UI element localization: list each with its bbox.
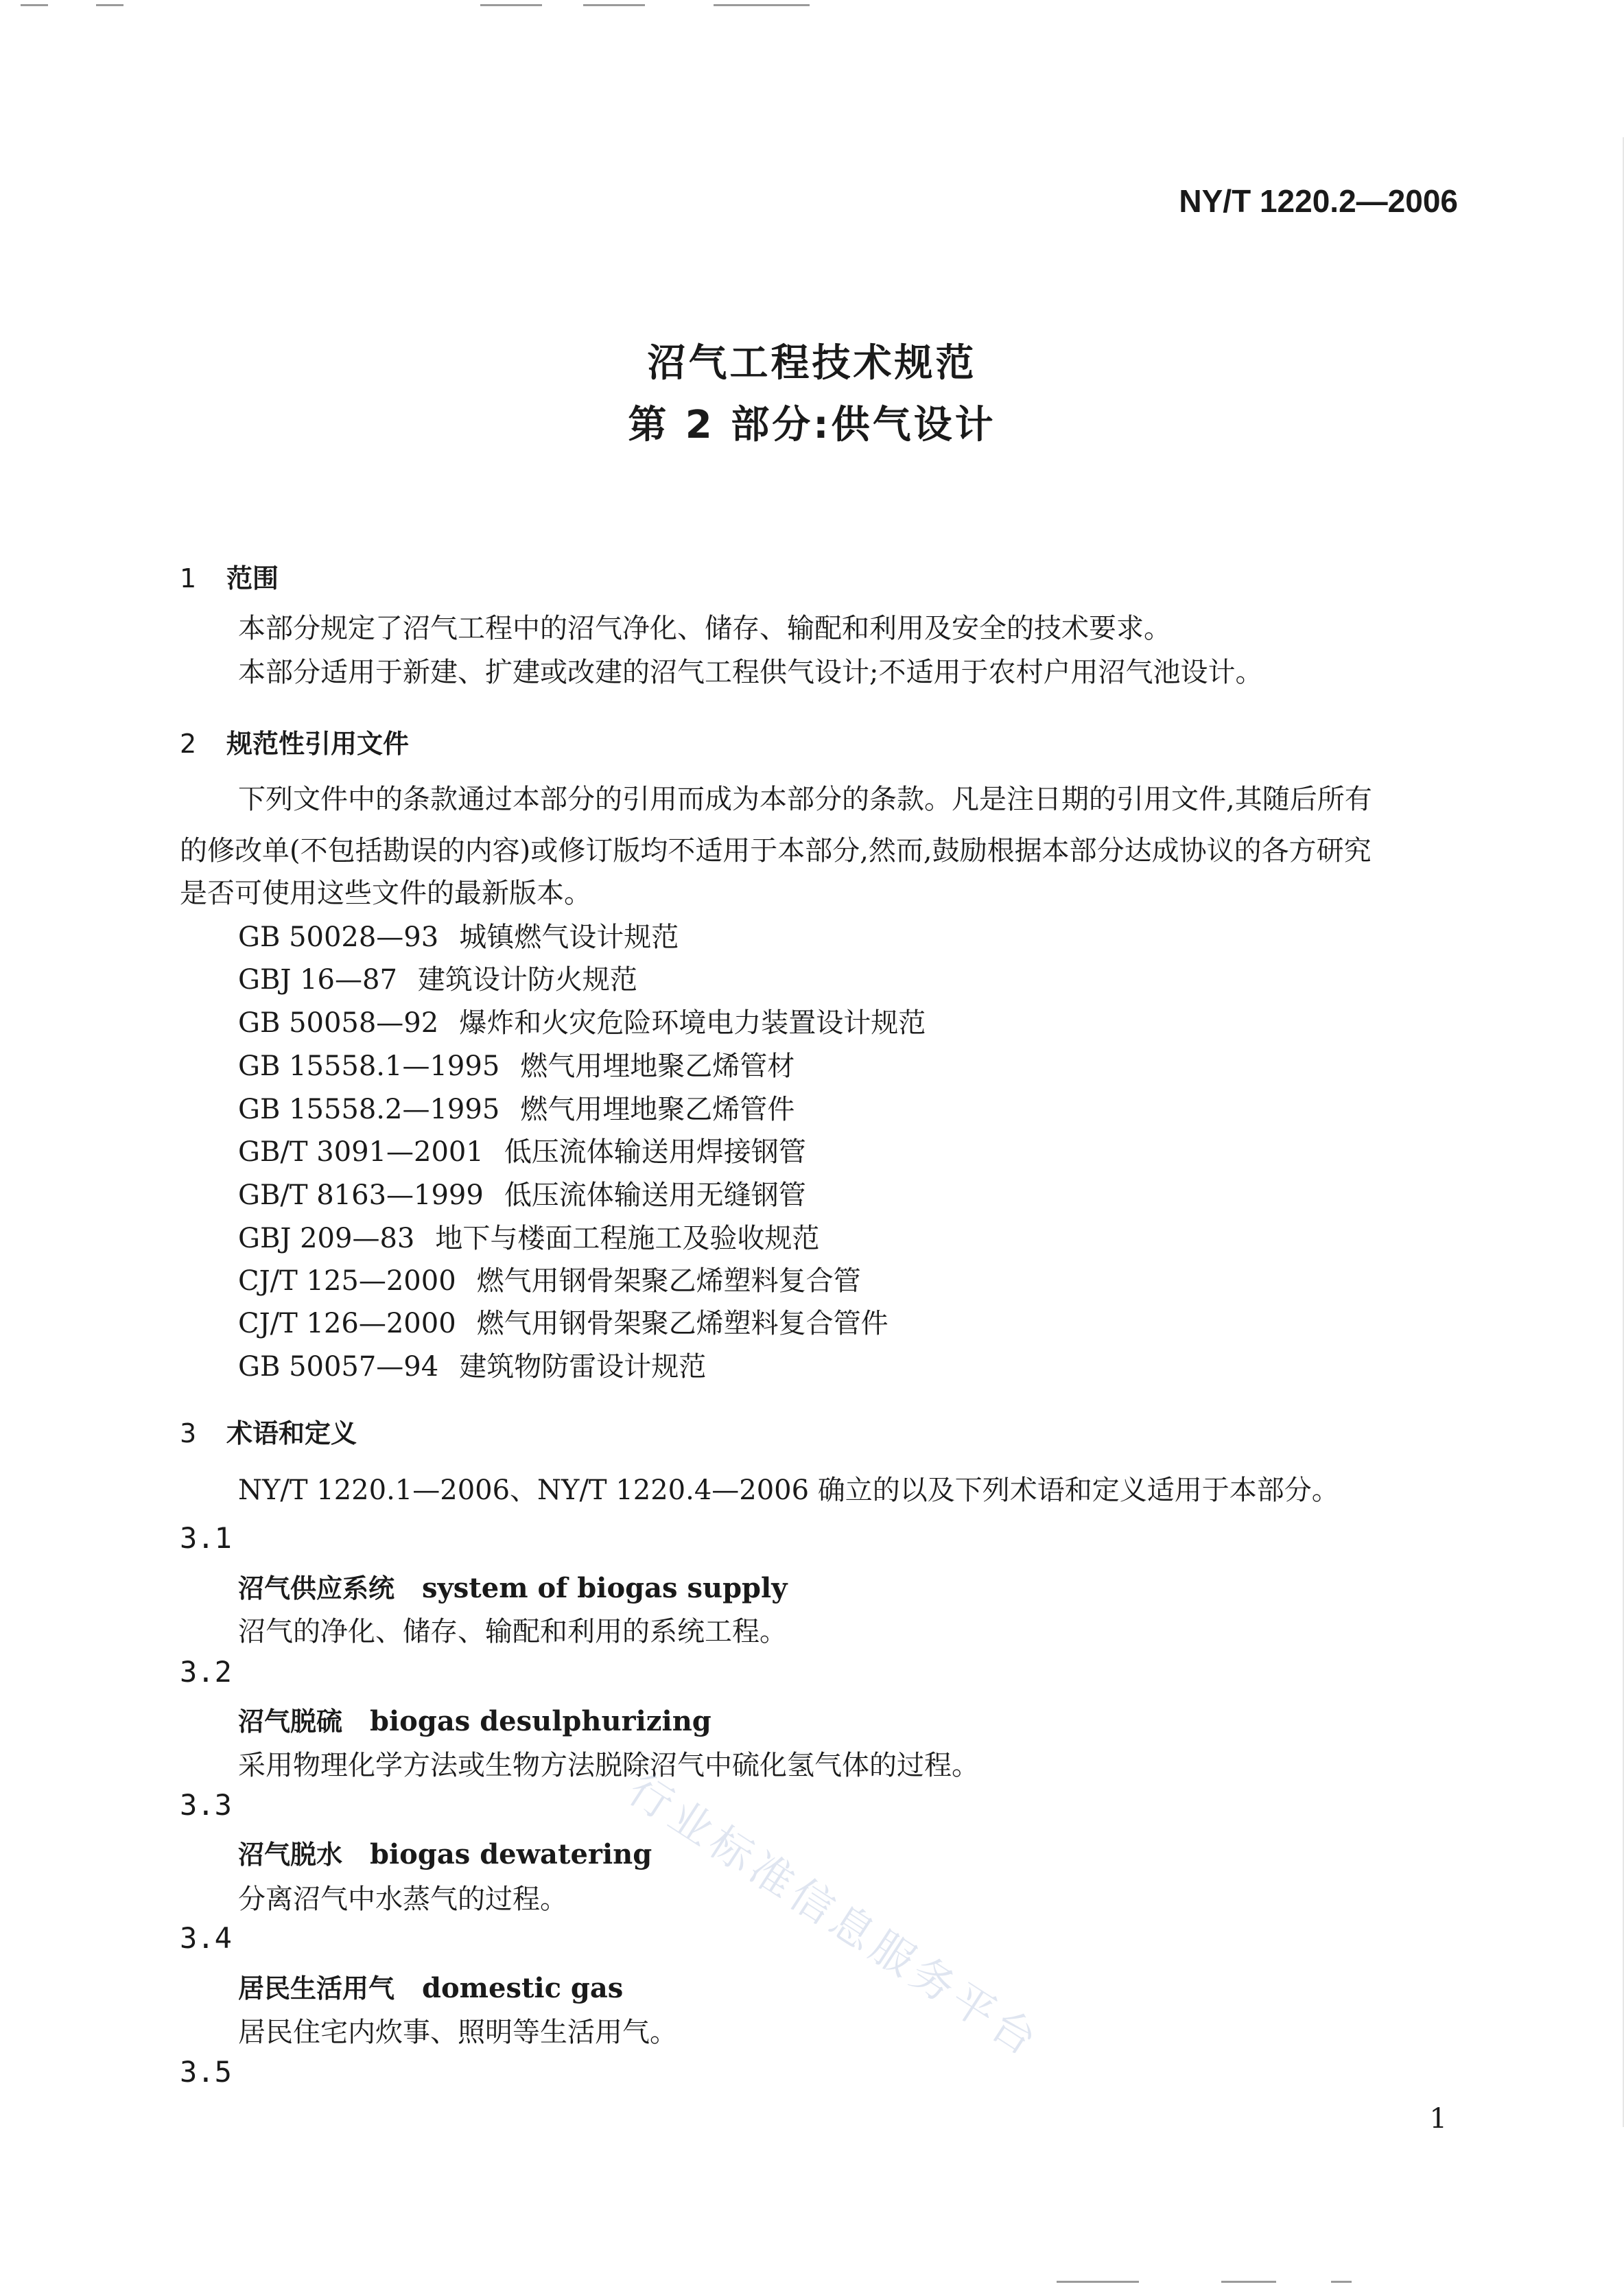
document-title: 沼气工程技术规范: [647, 341, 977, 386]
scan-mark: [96, 4, 123, 6]
scan-artifact-top: [0, 0, 1624, 14]
scan-mark: [21, 4, 48, 6]
section-heading-2: 2 规范性引用文件: [180, 729, 410, 759]
scan-mark: [1221, 2281, 1276, 2283]
reference-item: GB 50058—92 爆炸和火灾危险环境电力装置设计规范: [238, 1007, 926, 1039]
paragraph: 本部分适用于新建、扩建或改建的沼气工程供气设计;不适用于农村户用沼气池设计。: [238, 657, 1263, 688]
clause-number: 3.4: [180, 1921, 232, 1955]
scan-mark: [1057, 2281, 1139, 2283]
document-subtitle: 第 2 部分:供气设计: [628, 403, 996, 447]
reference-item: GBJ 209—83 地下与楼面工程施工及验收规范: [238, 1223, 820, 1254]
clause-number: 3.5: [180, 2055, 232, 2089]
reference-item: GB 50028—93 城镇燃气设计规范: [238, 922, 679, 953]
term-definition: 分离沼气中水蒸气的过程。: [238, 1883, 567, 1915]
paragraph: 本部分规定了沼气工程中的沼气净化、储存、输配和利用及安全的技术要求。: [238, 613, 1171, 644]
standard-code: NY/T 1220.2—2006: [1179, 183, 1458, 219]
watermark: 行业标准信息服务平台: [620, 1763, 1050, 2068]
scan-mark: [1331, 2281, 1352, 2283]
term-entry: 沼气供应系统 system of biogas supply: [238, 1572, 788, 1604]
scan-mark: [480, 4, 542, 6]
page-number: 1: [1429, 2103, 1447, 2135]
term-entry: 沼气脱硫 biogas desulphurizing: [238, 1705, 711, 1737]
paragraph: NY/T 1220.1—2006、NY/T 1220.4—2006 确立的以及下列术语和定义适用于本部分。: [238, 1475, 1339, 1506]
term-definition: 沼气的净化、储存、输配和利用的系统工程。: [238, 1616, 787, 1647]
reference-item: GB/T 3091—2001 低压流体输送用焊接钢管: [238, 1136, 806, 1168]
reference-item: GB 15558.2—1995 燃气用埋地聚乙烯管件: [238, 1094, 795, 1125]
term-definition: 采用物理化学方法或生物方法脱除沼气中硫化氢气体的过程。: [238, 1750, 979, 1781]
scan-mark: [714, 4, 810, 6]
reference-item: GB/T 8163—1999 低压流体输送用无缝钢管: [238, 1179, 806, 1211]
clause-number: 3.2: [180, 1655, 232, 1689]
clause-number: 3.1: [180, 1521, 232, 1555]
reference-item: GBJ 16—87 建筑设计防火规范: [238, 964, 637, 996]
reference-item: GB 50057—94 建筑物防雷设计规范: [238, 1351, 707, 1383]
reference-item: CJ/T 126—2000 燃气用钢骨架聚乙烯塑料复合管件: [238, 1308, 889, 1339]
term-entry: 沼气脱水 biogas dewatering: [238, 1838, 652, 1870]
reference-item: GB 15558.1—1995 燃气用埋地聚乙烯管材: [238, 1050, 795, 1082]
paragraph: 下列文件中的条款通过本部分的引用而成为本部分的条款。凡是注日期的引用文件,其随后所有: [238, 784, 1372, 815]
paragraph-continuation: 的修改单(不包括勘误的内容)或修订版均不适用于本部分,然而,鼓励根据本部分达成协议的各方研究: [180, 835, 1372, 867]
scan-artifact-bottom: [0, 2275, 1624, 2289]
section-heading-3: 3 术语和定义: [180, 1418, 357, 1448]
term-entry: 居民生活用气 domestic gas: [238, 1972, 624, 2004]
clause-number: 3.3: [180, 1788, 232, 1822]
section-heading-1: 1 范围: [180, 563, 279, 594]
paragraph-continuation: 是否可使用这些文件的最新版本。: [180, 878, 591, 909]
scan-mark: [583, 4, 645, 6]
reference-item: CJ/T 125—2000 燃气用钢骨架聚乙烯塑料复合管: [238, 1265, 861, 1297]
term-definition: 居民住宅内炊事、照明等生活用气。: [238, 2017, 677, 2048]
